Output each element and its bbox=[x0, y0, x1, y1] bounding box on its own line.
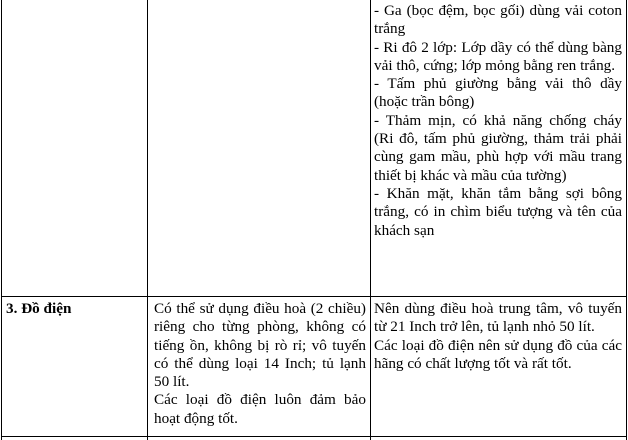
spec-line: Các loại đồ điện nên sử dụng đồ của các hãng có chất lượng tốt và rất tốt. bbox=[374, 336, 622, 372]
spec-line: - Ri đô 2 lớp: Lớp dầy có thể dùng bàng vải thô, cứng; lớp mỏng bằng ren trắng. bbox=[374, 38, 622, 74]
spec-line: Nên dùng điều hoà trung tâm, vô tuyến từ 21 Inch trở lên, tủ lạnh nhỏ 50 lít. bbox=[374, 300, 622, 336]
table-border-left bbox=[1, 0, 2, 440]
category-label bbox=[6, 300, 144, 318]
table-border-col2 bbox=[370, 0, 371, 440]
table-border-right bbox=[626, 0, 627, 440]
spec-line: - Thảm mịn, có khả năng chống cháy (Ri đô, tấm phủ giường, thảm trải phải cùng gam mầu, phù hợp với mầu trang thiết bị khác và mầu của tường) bbox=[374, 111, 622, 184]
spec-line: - Ga (bọc đệm, bọc gối) dùng vải coton trắng bbox=[374, 2, 622, 38]
cell-electrical-high bbox=[374, 300, 622, 373]
cell-bedding-specs bbox=[374, 2, 622, 240]
table-border-col1 bbox=[147, 0, 148, 440]
cell-electrical-standard bbox=[154, 300, 366, 428]
row-divider bbox=[1, 296, 627, 297]
spec-line: - Tấm phủ giường bằng vải thô dầy (hoặc trần bông) bbox=[374, 75, 622, 111]
row-divider-bottom bbox=[1, 436, 627, 437]
spec-line: Các loại đồ điện luôn đảm bảo hoạt động tốt. bbox=[154, 391, 366, 427]
spec-line: - Khăn mặt, khăn tắm bằng sợi bông trắng, có in chìm biểu tượng và tên của khách sạn bbox=[374, 184, 622, 239]
category-electrical: 3. Đồ điện bbox=[6, 300, 72, 317]
spec-line: Có thể sử dụng điều hoà (2 chiều) riêng cho từng phòng, không có tiếng ồn, không bị rò rỉ; vô tuyến có thể dùng loại 14 Inch; tủ lạnh 50 lít. bbox=[154, 300, 366, 391]
